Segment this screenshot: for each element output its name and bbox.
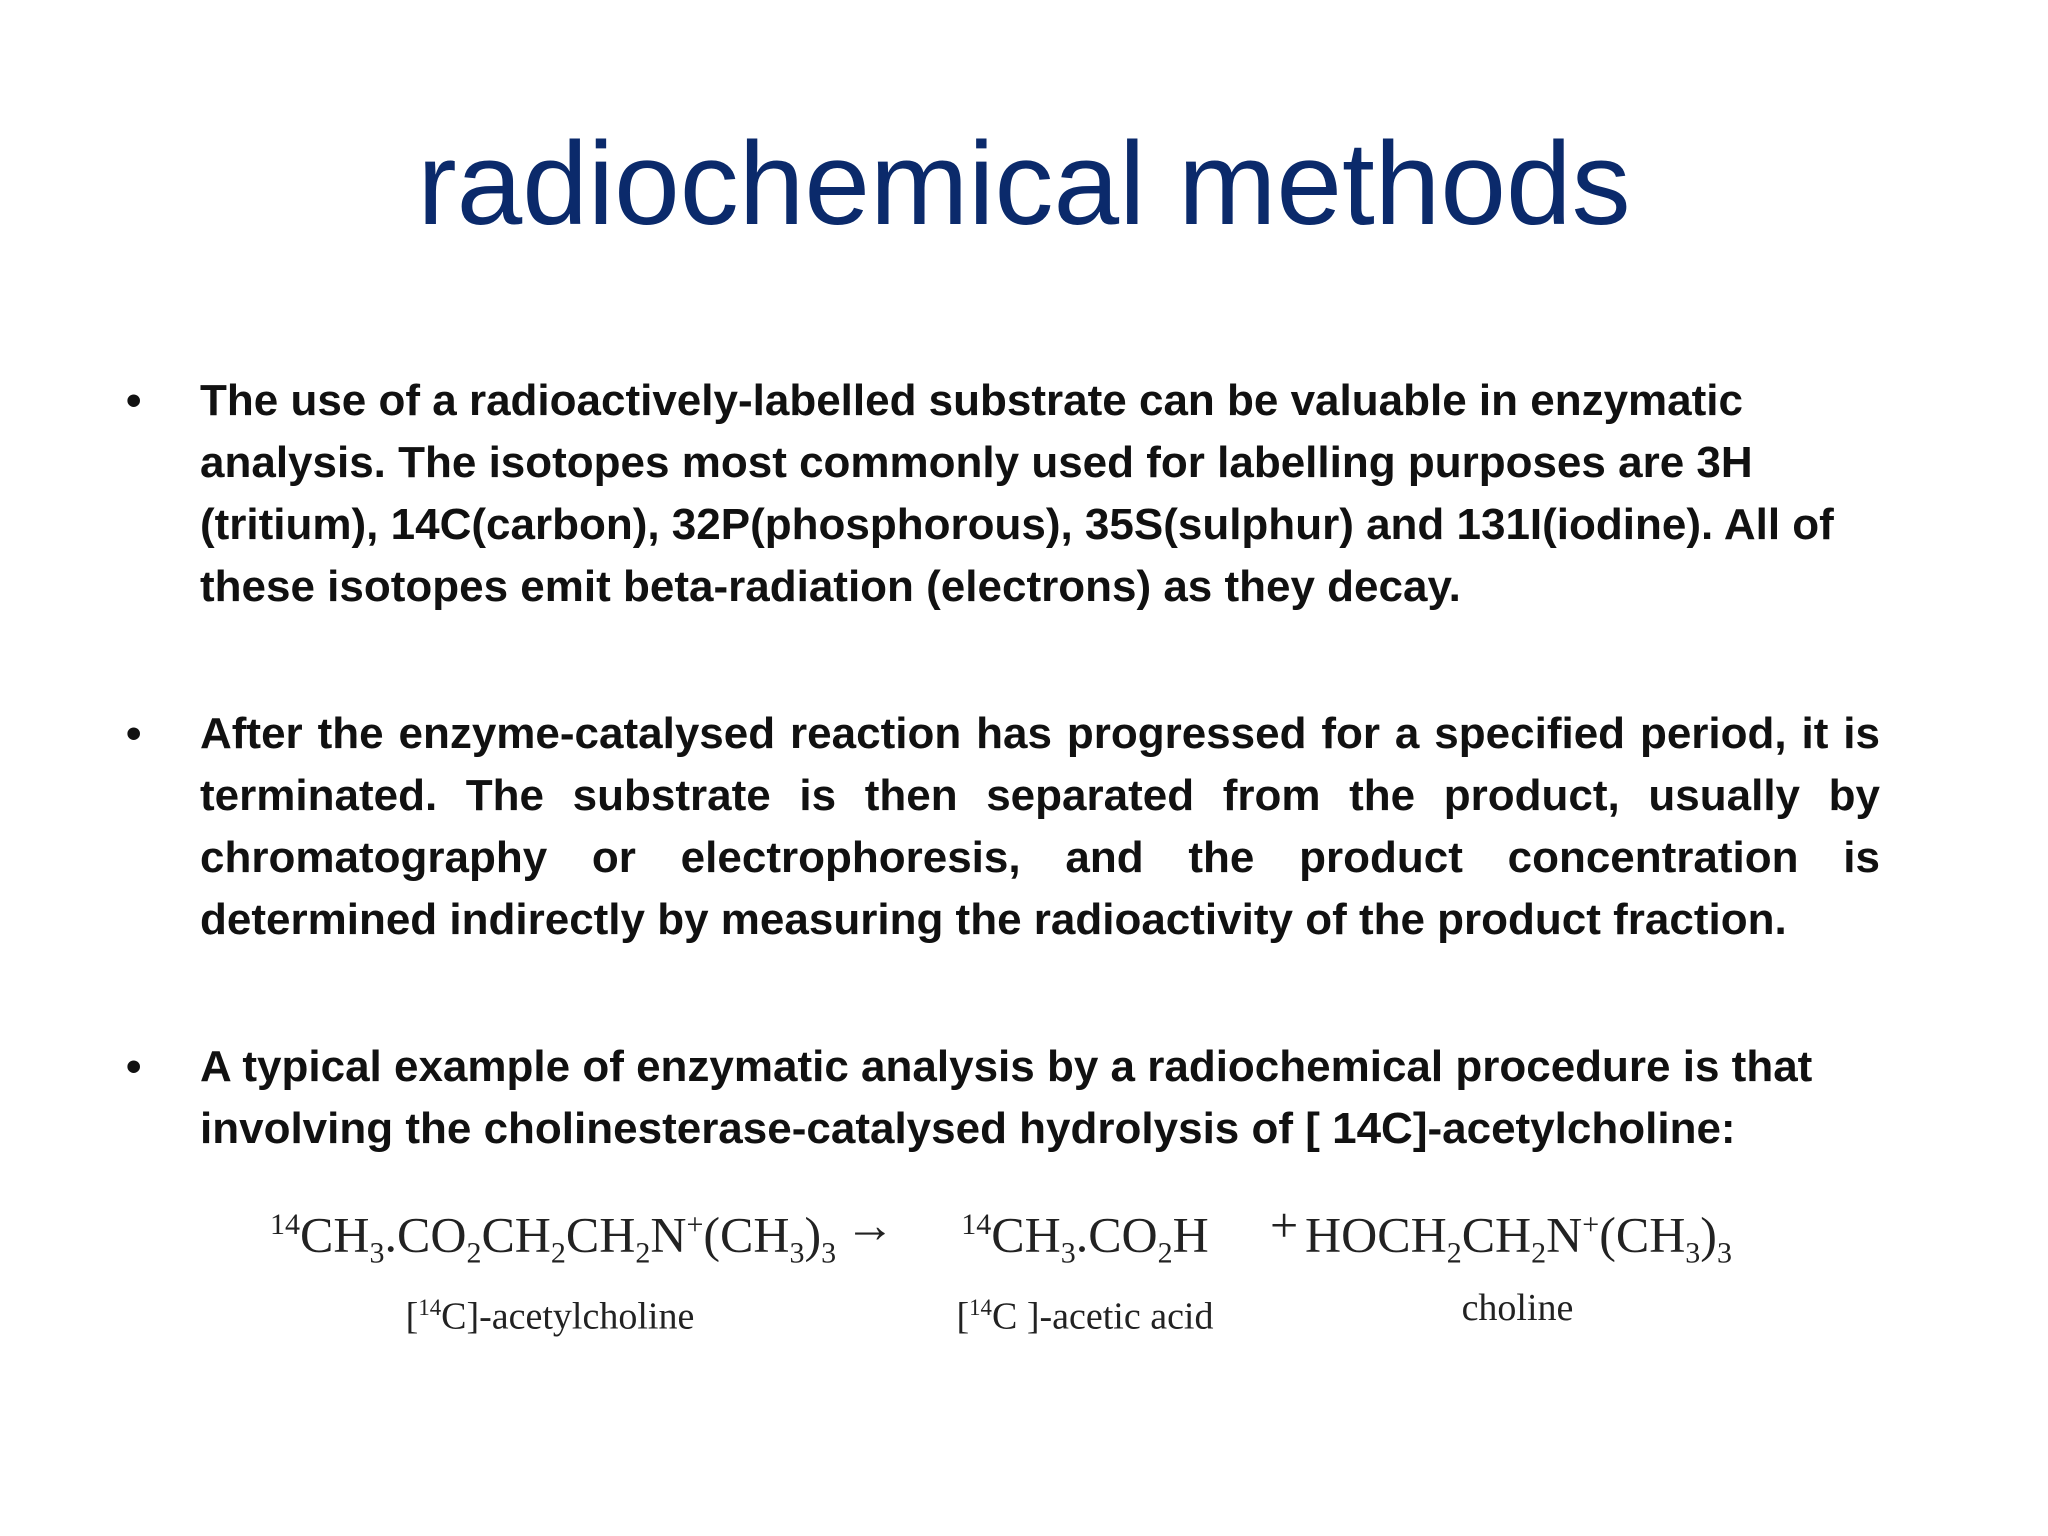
bullet-list xyxy=(120,370,1880,1245)
reaction-arrow: → xyxy=(845,1197,895,1253)
reactant xyxy=(270,1195,837,1340)
bullet-marker: • xyxy=(126,709,142,758)
bullet-text: After the enzyme-catalysed reaction has progressed for a specified period, it is terminated. The substrate is then separated from the product, usually by chromatography or electrophoresis, and the product concentration is determined indirectly by measuring the radioactivity of the product fraction. xyxy=(200,709,1880,944)
bullet-text: The use of a radioactively-labelled substrate can be valuable in enzymatic analysis. The isotopes most commonly used for labelling purposes are 3H (tritium), 14C(carbon), 32P(phosphorous), 35S(sulphur) and 131I(iodine). All of these isotopes emit beta-radiation (electrons) as they decay. xyxy=(200,376,1834,611)
bullet-marker: • xyxy=(126,1042,142,1091)
product-acetic-acid xyxy=(920,1195,1250,1340)
bullet-item xyxy=(120,370,1880,618)
bullet-item xyxy=(120,703,1880,951)
product1-label: [$^{14}$C ]-acetic acid xyxy=(956,1294,1214,1338)
plus-sign: + xyxy=(1270,1197,1299,1253)
reaction-equation xyxy=(270,1195,1732,1338)
product1-formula: $^{14}CH_3.CO_2H$ xyxy=(961,1206,1209,1270)
bullet-item xyxy=(120,1036,1880,1160)
product2-label: choline xyxy=(1461,1286,1574,1329)
reactant-formula: $^{14}CH_3.CO_2CH_2CH_2N^+(CH_3)_3$ xyxy=(270,1206,837,1270)
slide-title: radiochemical methods xyxy=(417,118,1631,250)
bullet-marker: • xyxy=(126,376,142,425)
reactant-label: [$^{14}$C]-acetylcholine xyxy=(405,1294,695,1338)
product2-formula: $HOCH_2CH_2N^+(CH_3)_3$ xyxy=(1305,1206,1732,1270)
product-choline xyxy=(1305,1195,1730,1332)
bullet-text: A typical example of enzymatic analysis by a radiochemical procedure is that involving the cholinesterase-catalysed hydrolysis of [ 14C]-acetylcholine: xyxy=(200,1042,1813,1153)
